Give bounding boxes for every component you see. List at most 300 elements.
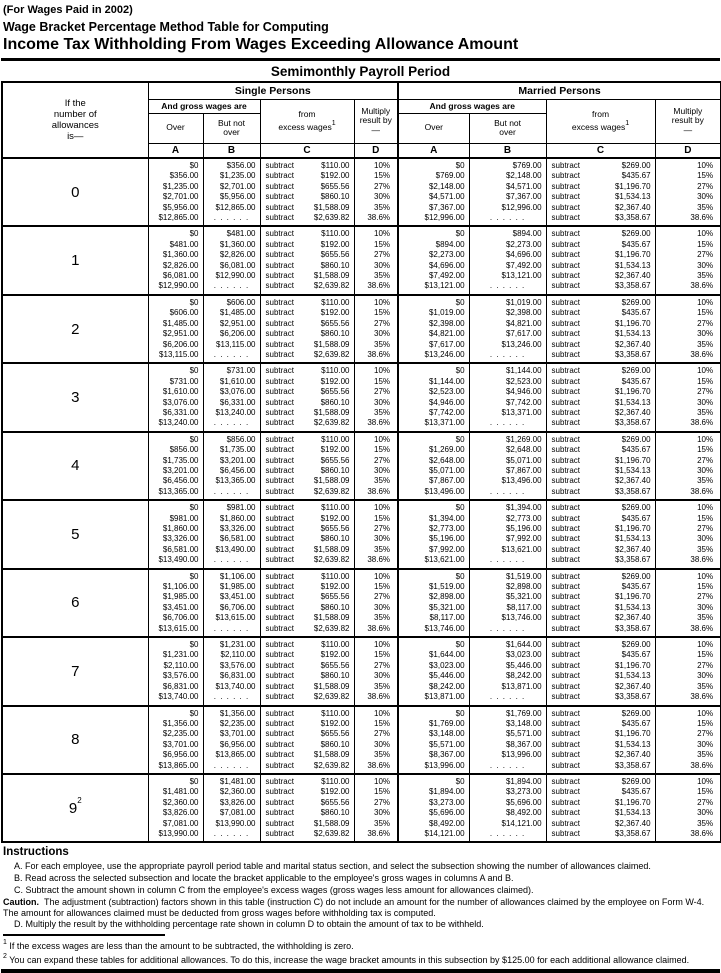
married-multiply-cell	[655, 569, 721, 637]
subtract-amount: $435.67	[621, 718, 651, 728]
subtract-amount: $1,588.09	[313, 544, 350, 554]
subtract-line	[261, 487, 354, 497]
bracket-value: $1,235.00	[219, 171, 256, 181]
bracket-value: $1,485.00	[219, 308, 256, 318]
bracket-value: $1,231.00	[219, 640, 256, 650]
single-subtract-cell	[260, 706, 354, 774]
footnote-2-ref: 2	[3, 952, 7, 960]
subtract-word: subtract	[265, 828, 294, 838]
bracket-value: 27%	[374, 250, 391, 260]
bracket-value: $13,246.00	[424, 349, 465, 359]
subtract-amount: $269.00	[621, 708, 651, 718]
bracket-value: 15%	[697, 239, 714, 249]
bracket-value: $2,648.00	[428, 455, 465, 465]
subtract-word: subtract	[265, 213, 294, 223]
bracket-value: 15%	[374, 787, 391, 797]
bracket-value: $8,492.00	[505, 808, 542, 818]
bracket-value: $13,115.00	[159, 349, 199, 359]
subtract-line	[261, 387, 354, 397]
bracket-value: 38.6%	[690, 418, 714, 428]
bracket-value: 10%	[697, 297, 714, 307]
married-but-not-over-header-text: But not over	[494, 117, 522, 137]
bracket-value: 15%	[374, 239, 391, 249]
bracket-value: $7,742.00	[505, 397, 542, 407]
single-but-not-over-cell	[203, 295, 260, 363]
instruction-b: B. Read across the selected subsection and locate the bracket applicable to the employee's gross wages in columns A and B.	[14, 873, 514, 884]
subtract-word: subtract	[265, 776, 294, 786]
no-upper-limit: . . . . . .	[489, 486, 526, 496]
bracket-value: $8,242.00	[505, 671, 542, 681]
subtract-word: subtract	[551, 445, 581, 455]
bracket-value: $481.00	[226, 229, 256, 239]
bracket-value: $7,492.00	[505, 260, 542, 270]
bracket-value: $0	[189, 229, 199, 239]
subtract-word: subtract	[265, 297, 294, 307]
bracket-value: $1,481.00	[219, 776, 256, 786]
bracket-value: 35%	[697, 339, 714, 349]
bracket-value: $6,456.00	[219, 465, 256, 475]
instructions-title: Instructions	[3, 846, 69, 859]
bracket-value: 35%	[374, 339, 391, 349]
bracket-value: 30%	[374, 671, 391, 681]
bracket-value: 27%	[374, 524, 391, 533]
bracket-value: $13,371.00	[424, 418, 465, 428]
bracket-value: $7,367.00	[428, 202, 465, 212]
subtract-line	[261, 377, 354, 387]
bracket-value: $0	[455, 708, 465, 718]
single-subtract-cell	[260, 432, 354, 500]
single-subtract-cell	[260, 295, 354, 363]
bracket-value: $8,492.00	[428, 818, 465, 828]
bracket-value: $0	[455, 297, 465, 307]
subtract-word: subtract	[551, 397, 581, 407]
subtract-amount: $655.56	[320, 318, 350, 328]
married-over-cell	[398, 226, 469, 294]
subtract-line	[547, 624, 655, 634]
subtract-word: subtract	[265, 681, 294, 691]
subtract-word: subtract	[551, 486, 581, 496]
bracket-value: $894.00	[435, 239, 465, 249]
bracket-value: 27%	[697, 181, 714, 191]
bracket-value: $13,115.00	[216, 339, 256, 349]
bracket-value: $3,576.00	[219, 660, 256, 670]
bracket-value: $0	[455, 640, 465, 650]
bracket-value: $3,076.00	[219, 387, 256, 397]
bracket-value: $6,831.00	[219, 671, 256, 681]
subtract-word: subtract	[265, 729, 294, 739]
married-excess-line1: from	[592, 109, 610, 120]
subtract-word: subtract	[551, 571, 581, 581]
subtract-amount: $1,534.13	[614, 808, 651, 818]
bracket-value: $2,235.00	[219, 718, 256, 728]
bracket-value: $13,365.00	[158, 486, 199, 496]
bracket-value: $2,648.00	[505, 445, 542, 455]
bracket-value: 35%	[374, 407, 391, 417]
subtract-line	[547, 229, 655, 239]
bracket-value: $2,701.00	[219, 181, 256, 191]
subtract-word: subtract	[265, 818, 294, 828]
no-upper-limit: . . . . . .	[213, 555, 250, 565]
subtract-word: subtract	[265, 445, 294, 455]
bracket-value: $6,206.00	[162, 339, 199, 349]
subtract-line	[547, 408, 655, 418]
subtract-word: subtract	[551, 828, 581, 838]
subtract-line	[261, 182, 354, 192]
bracket-value: 27%	[374, 797, 391, 807]
bracket-value: $1,735.00	[162, 455, 199, 465]
allowance-number: 2	[71, 320, 80, 338]
bracket-value: $5,956.00	[162, 202, 199, 212]
single-multiply-cell	[354, 432, 398, 500]
subtract-amount: $860.10	[320, 602, 350, 612]
subtract-word: subtract	[265, 555, 294, 565]
single-subtract-cell	[260, 363, 354, 431]
married-over-cell	[398, 500, 469, 568]
married-subtract-cell	[546, 774, 655, 842]
bracket-value: $13,615.00	[215, 613, 256, 623]
subtract-word: subtract	[551, 202, 581, 212]
bracket-value: $13,490.00	[215, 544, 256, 554]
single-multiply-cell	[354, 637, 398, 705]
bracket-value: 38.6%	[367, 213, 391, 223]
bracket-value: $7,367.00	[505, 192, 542, 202]
bracket-value: $2,523.00	[428, 387, 465, 397]
single-but-not-over-cell	[203, 706, 260, 774]
bracket-value: 30%	[374, 260, 391, 270]
allowances-column-header	[2, 82, 148, 158]
subtract-word: subtract	[551, 387, 581, 397]
subtract-line	[261, 582, 354, 592]
married-over-cell	[398, 432, 469, 500]
bracket-value: $2,773.00	[428, 524, 465, 533]
married-subtract-cell	[546, 363, 655, 431]
bracket-value: $5,071.00	[428, 465, 465, 475]
subtract-amount: $110.00	[321, 708, 350, 718]
subtract-line	[547, 308, 655, 318]
subtract-line	[547, 819, 655, 829]
subtract-word: subtract	[551, 640, 581, 650]
allowance-number: 0	[71, 183, 80, 201]
bracket-value: 30%	[374, 397, 391, 407]
bracket-value: $2,398.00	[505, 308, 542, 318]
subtract-amount: $2,639.82	[313, 760, 350, 770]
subtract-word: subtract	[265, 318, 294, 328]
bracket-value: $4,821.00	[428, 329, 465, 339]
subtract-word: subtract	[551, 418, 581, 428]
subtract-word: subtract	[551, 271, 581, 281]
bracket-value: $1,985.00	[219, 582, 256, 592]
subtract-amount: $435.67	[621, 787, 651, 797]
single-col-letter-a: A	[148, 143, 203, 158]
bracket-value: $2,898.00	[505, 582, 542, 592]
subtract-line	[547, 729, 655, 739]
subtract-word: subtract	[265, 397, 294, 407]
bracket-value: 10%	[697, 640, 714, 650]
subtract-amount: $1,534.13	[614, 397, 651, 407]
subtract-amount: $1,196.70	[614, 524, 651, 533]
subtract-amount: $110.00	[321, 161, 350, 170]
bracket-value: $5,446.00	[428, 671, 465, 681]
bracket-value: $606.00	[226, 297, 256, 307]
bracket-value: $7,992.00	[505, 534, 542, 544]
subtract-amount: $110.00	[321, 297, 350, 307]
subtract-amount: $2,639.82	[313, 555, 350, 565]
subtract-word: subtract	[551, 281, 581, 291]
bracket-value: 27%	[697, 592, 714, 602]
subtract-amount: $1,196.70	[614, 455, 651, 465]
bracket-value: 15%	[374, 308, 391, 318]
bracket-value: 30%	[697, 329, 714, 339]
bracket-value: 35%	[697, 202, 714, 212]
allowance-number: 9	[68, 799, 78, 817]
subtract-amount: $192.00	[320, 582, 350, 592]
bracket-value: $7,992.00	[428, 544, 465, 554]
subtract-line	[547, 366, 655, 376]
single-excess-wages-header	[260, 99, 354, 143]
subtract-word: subtract	[551, 671, 581, 681]
allowance-count	[2, 226, 148, 294]
single-subtract-cell	[260, 158, 354, 226]
allowance-count	[2, 637, 148, 705]
subtract-amount: $192.00	[320, 445, 350, 455]
subtract-amount: $2,367.40	[614, 407, 651, 417]
subtract-line	[261, 740, 354, 750]
bracket-value: $5,956.00	[219, 192, 256, 202]
married-multiply-cell	[655, 295, 721, 363]
subtract-amount: $655.56	[320, 592, 350, 602]
subtract-amount: $860.10	[320, 739, 350, 749]
subtract-line	[261, 298, 354, 308]
subtract-line	[547, 719, 655, 729]
bracket-value: 27%	[697, 729, 714, 739]
married-over-cell	[398, 637, 469, 705]
bracket-value: $4,821.00	[505, 318, 542, 328]
subtract-amount: $1,588.09	[313, 407, 350, 417]
bracket-value: 10%	[374, 571, 391, 581]
subtract-word: subtract	[265, 181, 294, 191]
allowance-count	[2, 500, 148, 568]
subtract-line	[547, 319, 655, 329]
married-gross-wages-header: And gross wages are	[398, 99, 546, 113]
subtract-line	[261, 466, 354, 476]
married-subtract-cell	[546, 158, 655, 226]
subtract-word: subtract	[551, 592, 581, 602]
footnote-2-text: You can expand these tables for additional allowances. To do this, increase the wage bracket amounts in this subsection by $125.00 for each additional allowance claimed.	[9, 954, 690, 965]
subtract-line	[261, 829, 354, 839]
married-over-cell	[398, 363, 469, 431]
bracket-value: $1,985.00	[162, 592, 199, 602]
subtract-amount: $655.56	[320, 660, 350, 670]
subtract-line	[547, 787, 655, 797]
subtract-word: subtract	[265, 797, 294, 807]
bracket-value: $3,273.00	[428, 797, 465, 807]
bracket-value: $13,740.00	[158, 692, 199, 702]
bracket-value: $6,456.00	[162, 476, 199, 486]
subtract-word: subtract	[265, 486, 294, 496]
subtract-amount: $655.56	[320, 250, 350, 260]
bracket-value: $2,110.00	[163, 660, 199, 670]
subtract-line	[547, 750, 655, 760]
subtract-amount: $860.10	[320, 192, 350, 202]
table-title-line2: Income Tax Withholding From Wages Exceeding Allowance Amount	[1, 34, 720, 61]
subtract-amount: $860.10	[320, 671, 350, 681]
bracket-value: $1,144.00	[505, 366, 542, 376]
subtract-line	[547, 524, 655, 534]
bracket-value: 10%	[374, 434, 391, 444]
subtract-word: subtract	[551, 555, 581, 565]
married-subtract-cell	[546, 637, 655, 705]
allowance-row-1	[2, 226, 721, 294]
bracket-value: $6,706.00	[219, 602, 256, 612]
single-col-letter-c: C	[260, 143, 354, 158]
bracket-value: $4,696.00	[428, 260, 465, 270]
bracket-value: 15%	[374, 582, 391, 592]
bracket-value: $1,735.00	[219, 445, 256, 455]
subtract-word: subtract	[551, 544, 581, 554]
subtract-word: subtract	[551, 692, 581, 702]
subtract-word: subtract	[551, 503, 581, 513]
married-but-not-over-cell	[469, 774, 546, 842]
subtract-line	[547, 692, 655, 702]
subtract-amount: $1,196.70	[614, 181, 651, 191]
allowance-row-6	[2, 569, 721, 637]
subtract-amount: $269.00	[621, 434, 651, 444]
single-excess-line2: excess wages	[278, 121, 332, 132]
subtract-line	[547, 777, 655, 787]
bracket-value: 35%	[697, 476, 714, 486]
bracket-value: $2,110.00	[220, 650, 256, 660]
subtract-word: subtract	[265, 281, 294, 291]
bracket-value: 35%	[374, 476, 391, 486]
bracket-value: $2,701.00	[162, 192, 199, 202]
subtract-line	[261, 661, 354, 671]
married-subtract-cell	[546, 226, 655, 294]
bracket-value: $13,371.00	[501, 407, 542, 417]
subtract-line	[547, 709, 655, 719]
bracket-value: $2,273.00	[505, 239, 542, 249]
bracket-value: 15%	[697, 376, 714, 386]
bracket-value: $13,740.00	[215, 681, 256, 691]
bracket-value: $13,746.00	[424, 623, 465, 633]
subtract-line	[261, 534, 354, 544]
bracket-value: $3,023.00	[428, 660, 465, 670]
bracket-value: 35%	[697, 271, 714, 281]
bracket-value: $13,621.00	[424, 555, 465, 565]
subtract-line	[261, 503, 354, 513]
bracket-value: 38.6%	[690, 623, 714, 633]
bracket-value: $4,696.00	[505, 250, 542, 260]
instruction-caution	[3, 897, 714, 919]
allowance-count	[2, 363, 148, 431]
bracket-value: $4,946.00	[428, 397, 465, 407]
subtract-word: subtract	[265, 434, 294, 444]
subtract-word: subtract	[265, 387, 294, 397]
allowance-count	[2, 774, 148, 842]
subtract-word: subtract	[551, 718, 581, 728]
subtract-word: subtract	[265, 708, 294, 718]
bracket-value: 38.6%	[367, 555, 391, 565]
subtract-word: subtract	[551, 171, 581, 181]
instruction-c: C. Subtract the amount shown in column C from the employee's excess wages (gross wages less amount for allowances claimed).	[14, 884, 534, 895]
subtract-word: subtract	[265, 260, 294, 270]
bracket-value: $13,496.00	[501, 476, 542, 486]
bracket-value: $2,398.00	[428, 318, 465, 328]
subtract-amount: $269.00	[621, 161, 651, 170]
single-but-not-over-cell	[203, 569, 260, 637]
bracket-value: $6,206.00	[219, 329, 256, 339]
single-subtract-cell	[260, 774, 354, 842]
bracket-value: $0	[189, 776, 199, 786]
bracket-value: 10%	[374, 640, 391, 650]
married-multiply-header-text: Multiply result by—	[671, 105, 704, 135]
bracket-value: $8,117.00	[429, 613, 465, 623]
no-upper-limit: . . . . . .	[213, 623, 250, 633]
subtract-line	[547, 340, 655, 350]
subtract-amount: $1,196.70	[614, 318, 651, 328]
bracket-value: $6,956.00	[162, 750, 199, 760]
subtract-amount: $1,534.13	[614, 260, 651, 270]
married-subtract-cell	[546, 295, 655, 363]
bracket-value: $1,019.00	[505, 297, 542, 307]
subtract-word: subtract	[265, 229, 294, 239]
subtract-amount: $3,358.67	[614, 281, 651, 291]
subtract-amount: $860.10	[320, 465, 350, 475]
subtract-amount: $3,358.67	[614, 213, 651, 223]
subtract-line	[547, 555, 655, 565]
subtract-word: subtract	[265, 613, 294, 623]
subtract-amount: $1,196.70	[614, 387, 651, 397]
bracket-value: 27%	[374, 318, 391, 328]
married-col-letter-d: D	[655, 143, 721, 158]
subtract-line	[261, 398, 354, 408]
subtract-line	[261, 640, 354, 650]
subtract-word: subtract	[265, 524, 294, 533]
subtract-amount: $435.67	[621, 171, 651, 181]
subtract-word: subtract	[551, 297, 581, 307]
subtract-word: subtract	[265, 582, 294, 592]
caution-label: Caution.	[3, 896, 39, 907]
bracket-value: $731.00	[169, 376, 199, 386]
bracket-value: 15%	[374, 513, 391, 523]
bracket-value: 30%	[697, 671, 714, 681]
subtract-line	[547, 329, 655, 339]
bracket-value: $1,769.00	[428, 718, 465, 728]
bracket-value: $7,742.00	[428, 407, 465, 417]
bracket-value: 30%	[374, 602, 391, 612]
subtract-line	[547, 514, 655, 524]
subtract-line	[261, 340, 354, 350]
subtract-line	[261, 418, 354, 428]
bracket-value: $1,235.00	[162, 181, 199, 191]
bracket-value: $856.00	[169, 445, 199, 455]
subtract-word: subtract	[265, 602, 294, 612]
subtract-amount: $1,196.70	[614, 250, 651, 260]
subtract-word: subtract	[551, 407, 581, 417]
married-but-not-over-header	[469, 113, 546, 143]
subtract-word: subtract	[265, 308, 294, 318]
bracket-value: $0	[189, 434, 199, 444]
subtract-word: subtract	[551, 602, 581, 612]
no-upper-limit: . . . . . .	[213, 349, 250, 359]
married-but-not-over-cell	[469, 226, 546, 294]
married-subtract-cell	[546, 706, 655, 774]
subtract-word: subtract	[551, 308, 581, 318]
subtract-line	[547, 213, 655, 223]
subtract-amount: $1,534.13	[614, 534, 651, 544]
bracket-value: $1,644.00	[428, 650, 465, 660]
subtract-amount: $2,367.40	[614, 271, 651, 281]
married-excess-line2: excess wages	[571, 121, 626, 132]
